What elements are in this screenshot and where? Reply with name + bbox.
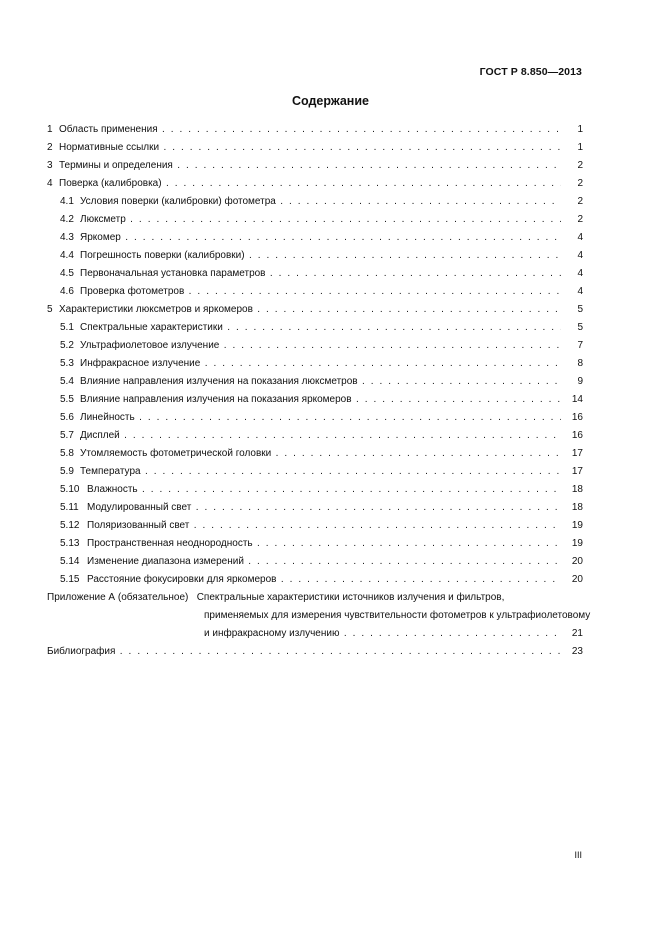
- toc-entry[interactable]: [47, 301, 583, 319]
- toc-entry-title: Влияние направления излучения на показания яркомеров: [80, 394, 352, 405]
- toc-entry-number: 5.12: [60, 520, 80, 531]
- toc-entry-title: Температура: [80, 466, 141, 477]
- appendix-label: Приложение А (обязательное): [47, 592, 189, 603]
- toc-page-number: 5: [561, 301, 583, 319]
- toc-entry[interactable]: [47, 481, 583, 499]
- toc-page-number: 18: [561, 481, 583, 499]
- toc-entry[interactable]: [47, 139, 583, 157]
- toc-entry-number: 2: [47, 142, 53, 153]
- toc-page-number: 2: [561, 175, 583, 193]
- toc-page-number: 7: [561, 337, 583, 355]
- toc-entry-title: Яркомер: [80, 232, 121, 243]
- toc-page-number: 19: [561, 517, 583, 535]
- toc-entry[interactable]: [47, 157, 583, 175]
- toc-page-number: 19: [561, 535, 583, 553]
- toc-entry-number: 5.8: [60, 448, 74, 459]
- toc-entry[interactable]: [47, 355, 583, 373]
- toc-entry[interactable]: [47, 517, 583, 535]
- toc-entry-title: Спектральные характеристики: [80, 322, 223, 333]
- toc-page-number: 2: [561, 211, 583, 229]
- toc-entry-number: 5: [47, 304, 53, 315]
- toc-entry[interactable]: [47, 175, 583, 193]
- toc-entry[interactable]: [47, 283, 583, 301]
- toc-entry[interactable]: [47, 445, 583, 463]
- toc-entry-title: Термины и определения: [59, 160, 173, 171]
- page-number: III: [574, 850, 582, 860]
- toc-entry-number: 5.14: [60, 556, 80, 567]
- toc-page-number: 2: [561, 157, 583, 175]
- toc-entry[interactable]: [47, 229, 583, 247]
- toc-entry-title: Дисплей: [80, 430, 120, 441]
- toc-entry-title: Поляризованный свет: [87, 520, 190, 531]
- toc-entry[interactable]: [47, 571, 583, 589]
- toc-bibliography-entry[interactable]: [47, 643, 583, 661]
- toc-entry-title: Условия поверки (калибровки) фотометра: [80, 196, 276, 207]
- toc-entry[interactable]: [47, 409, 583, 427]
- toc-entry-number: 5.7: [60, 430, 74, 441]
- toc-entry-number: 1: [47, 124, 53, 135]
- toc-entry-number: 5.10: [60, 484, 80, 495]
- toc-entry-title: Поверка (калибровка): [59, 178, 162, 189]
- appendix-title-line-2: применяемых для измерения чувствительности фотометров к ультрафиолетовому: [204, 610, 591, 621]
- toc-entry-title: Нормативные ссылки: [59, 142, 160, 153]
- toc-entry-number: 5.11: [60, 502, 79, 513]
- toc-page-number: 4: [561, 247, 583, 265]
- toc-entry-title: Погрешность поверки (калибровки): [80, 250, 245, 261]
- toc-entry-number: 3: [47, 160, 53, 171]
- toc-page-number: 1: [561, 139, 583, 157]
- toc-entry-number: 4.5: [60, 268, 74, 279]
- toc-page-number: 17: [561, 463, 583, 481]
- toc-entry-title: Инфракрасное излучение: [80, 358, 201, 369]
- toc-entry-number: 4.4: [60, 250, 74, 261]
- toc-entry-title: Утомляемость фотометрической головки: [80, 448, 272, 459]
- toc-page-number: 4: [561, 229, 583, 247]
- bibliography-label: Библиография: [47, 646, 116, 657]
- toc-entry-number: 5.3: [60, 358, 74, 369]
- toc-entry-number: 5.1: [60, 322, 74, 333]
- toc-entry-title: Область применения: [59, 124, 158, 135]
- toc-page-number: 2: [561, 193, 583, 211]
- toc-entry-number: 4.1: [60, 196, 74, 207]
- toc-entry[interactable]: [47, 553, 583, 571]
- toc-page-number: 20: [561, 571, 583, 589]
- appendix-title-line-1: Спектральные характеристики источников излучения и фильтров,: [196, 592, 505, 603]
- toc-page-number: 8: [561, 355, 583, 373]
- toc-page-number: 4: [561, 265, 583, 283]
- toc-entry[interactable]: [47, 319, 583, 337]
- toc-entry-title: Пространственная неоднородность: [87, 538, 253, 549]
- toc-entry-number: 4.3: [60, 232, 74, 243]
- toc-entry-number: 5.5: [60, 394, 74, 405]
- page-header-code: ГОСТ Р 8.850—2013: [479, 66, 582, 78]
- toc-entry[interactable]: [47, 265, 583, 283]
- toc-entry-number: 5.6: [60, 412, 74, 423]
- toc-page-number: 4: [561, 283, 583, 301]
- table-of-contents: [47, 121, 591, 661]
- toc-entry-title: Изменение диапазона измерений: [87, 556, 244, 567]
- toc-page-number: 18: [561, 499, 583, 517]
- appendix-title-line-3: и инфракрасному излучению: [204, 628, 340, 639]
- toc-entry[interactable]: [47, 373, 583, 391]
- toc-entry[interactable]: [47, 535, 583, 553]
- toc-entry-number: 4.2: [60, 214, 74, 225]
- toc-page-number: 21: [561, 625, 583, 643]
- toc-appendix-entry[interactable]: [47, 589, 591, 643]
- toc-entry-title: Линейность: [80, 412, 135, 423]
- toc-page-number: 23: [561, 643, 583, 661]
- toc-entry-number: 5.2: [60, 340, 74, 351]
- toc-entry[interactable]: [47, 337, 583, 355]
- toc-page-number: 17: [561, 445, 583, 463]
- page-title: Содержание: [291, 94, 369, 108]
- toc-entry-title: Влажность: [87, 484, 138, 495]
- toc-entry[interactable]: [47, 463, 583, 481]
- toc-entry-number: 5.9: [60, 466, 74, 477]
- toc-page-number: 14: [561, 391, 583, 409]
- toc-entry-title: Характеристики люксметров и яркомеров: [59, 304, 253, 315]
- toc-entry-number: 4: [47, 178, 53, 189]
- toc-entry-number: 5.15: [60, 574, 80, 585]
- toc-entry-title: Ультрафиолетовое излучение: [80, 340, 220, 351]
- toc-entry[interactable]: [47, 391, 583, 409]
- toc-page-number: 5: [561, 319, 583, 337]
- toc-page-number: 20: [561, 553, 583, 571]
- toc-entry-title: Расстояние фокусировки для яркомеров: [87, 574, 277, 585]
- toc-page-number: 1: [561, 121, 583, 139]
- toc-entry-title: Влияние направления излучения на показания люксметров: [80, 376, 358, 387]
- toc-entry[interactable]: [47, 427, 583, 445]
- toc-entry[interactable]: [47, 193, 583, 211]
- toc-entry-title: Первоначальная установка параметров: [80, 268, 266, 279]
- toc-page-number: 9: [561, 373, 583, 391]
- toc-entry-title: Проверка фотометров: [80, 286, 185, 297]
- toc-page-number: 16: [561, 409, 583, 427]
- toc-entry[interactable]: [47, 499, 583, 517]
- toc-entry-number: 5.4: [60, 376, 74, 387]
- toc-entry-number: 4.6: [60, 286, 74, 297]
- toc-entry-number: 5.13: [60, 538, 80, 549]
- toc-entry[interactable]: [47, 247, 583, 265]
- toc-entry-title: Модулированный свет: [87, 502, 192, 513]
- toc-entry[interactable]: [47, 211, 583, 229]
- toc-page-number: 16: [561, 427, 583, 445]
- toc-entry-title: Люксметр: [80, 214, 126, 225]
- toc-entry[interactable]: [47, 121, 583, 139]
